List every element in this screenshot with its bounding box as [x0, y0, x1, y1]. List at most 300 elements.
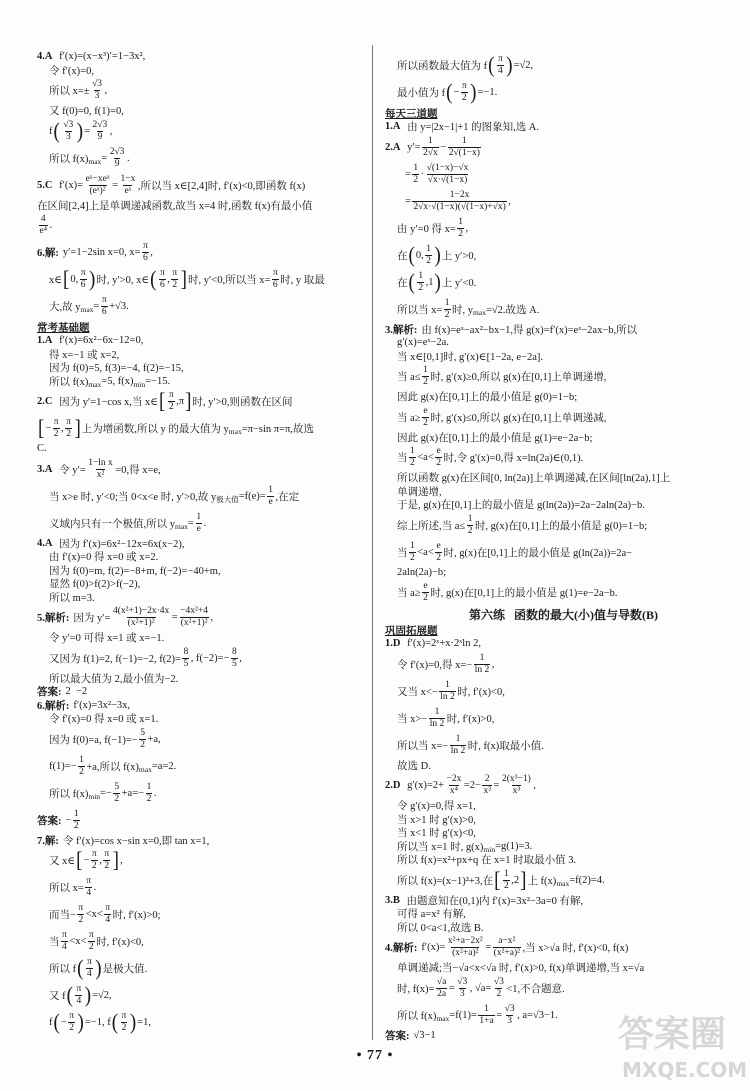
answer-line	[37, 712, 367, 726]
section-heading: 常考基础题	[37, 322, 90, 334]
subscript: max	[436, 1013, 450, 1023]
answer-line	[37, 564, 367, 578]
text-run: =	[171, 612, 178, 623]
bracket: )	[77, 1010, 84, 1035]
text-run: ,	[99, 855, 102, 866]
denominator: 2	[426, 255, 431, 266]
text-run: =√2,	[513, 60, 534, 71]
answer-line	[385, 269, 742, 296]
answer-line	[385, 134, 742, 161]
numerator: −4x²+4	[180, 606, 209, 616]
answer-line	[385, 363, 742, 390]
answer-line	[37, 442, 367, 456]
bracket: (	[53, 118, 60, 144]
text-run: 所以 x=±	[49, 86, 90, 97]
fraction	[87, 458, 114, 481]
numerator: π	[62, 930, 67, 940]
fraction	[435, 446, 442, 469]
text-run: 令 f′(x)=cos x−sin x=0,即 tan x=1,	[62, 835, 210, 847]
item-label: 2.C	[37, 396, 53, 407]
text-run: 0,	[70, 274, 79, 285]
denominator: 2	[503, 880, 509, 891]
answer-line	[385, 799, 742, 813]
fraction	[171, 268, 178, 291]
answer-line	[385, 934, 742, 961]
text-run: =	[405, 195, 411, 207]
item-label: 1.A	[37, 335, 53, 347]
numerator: 1	[467, 513, 473, 524]
text-run: 最小值为 f	[397, 88, 446, 99]
numerator: e	[423, 405, 428, 416]
denominator: ln 2	[429, 718, 445, 729]
text-run: 时, f(x)取最小值.	[467, 740, 544, 752]
text-run: −	[453, 87, 460, 98]
text-run: =−1, f	[84, 1017, 111, 1028]
item-label: 4.解析:	[385, 943, 418, 954]
numerator: −2x	[446, 774, 462, 784]
fraction	[412, 163, 419, 186]
numerator: 1	[458, 216, 464, 227]
text-run: 在	[397, 277, 408, 289]
numerator: 1	[196, 511, 202, 522]
denominator: x²	[96, 469, 105, 480]
text-run: 又当 x<−	[397, 686, 438, 698]
answer-line	[385, 296, 742, 323]
denominator: 2	[423, 593, 428, 603]
text-run: 所以 f(x)=(x−1)²+3,在	[397, 875, 494, 887]
answer-line	[385, 921, 742, 935]
bracket: )	[434, 242, 441, 268]
bracket: (	[488, 53, 495, 78]
text-run: 2 −2	[65, 686, 88, 698]
answer-line	[385, 350, 742, 364]
denominator: (x²+1)²	[127, 618, 155, 628]
fraction	[412, 190, 506, 213]
denominator: 2	[53, 429, 59, 439]
answer-line	[385, 853, 742, 867]
text-run: f′(x)=6x²−6x−12=0,	[56, 335, 144, 347]
numerator: π	[91, 849, 97, 859]
answer-line	[37, 550, 367, 564]
numerator: 1	[479, 652, 485, 663]
fraction	[103, 849, 110, 872]
numerator: π	[80, 268, 86, 278]
denominator: 3	[459, 988, 465, 999]
denominator: 4	[497, 66, 503, 76]
text-run: ,	[104, 85, 108, 96]
text-run: , √a=	[469, 982, 492, 994]
answer-line	[37, 537, 367, 551]
text-run: √3−1	[413, 1029, 436, 1041]
text-run: 当 x>e 时, y′<0;当 0<x<e 时, y′>0,故 y	[49, 491, 217, 503]
item-label: 答案:	[37, 815, 62, 827]
answer-line	[37, 672, 367, 686]
text-run: 是极大值.	[102, 964, 148, 975]
text-run: f′(x)=	[421, 942, 446, 953]
text-run: 因此 g(x)在[0,1]上的最小值是 g(1)=e−2a−b;	[397, 432, 593, 444]
page-number: • 77 •	[356, 1048, 394, 1063]
fraction	[409, 446, 416, 469]
fraction	[457, 217, 464, 240]
numerator: π	[78, 903, 84, 913]
section-heading: 每天三道题	[385, 108, 438, 120]
fraction	[429, 707, 446, 730]
text-run: =√2.故选 A.	[485, 304, 540, 316]
denominator: 2	[436, 458, 442, 468]
text-run: 上 y′<0.	[441, 277, 477, 289]
fraction	[121, 1011, 128, 1034]
bracket: [	[159, 389, 166, 414]
fraction	[77, 903, 84, 926]
bracket: (	[111, 1010, 119, 1035]
answer-line	[37, 874, 367, 901]
numerator: π	[121, 1011, 127, 1021]
text-run: 所以 f(x)	[49, 788, 89, 800]
denominator: 2	[461, 93, 467, 103]
bracket: [	[38, 416, 45, 441]
numerator: π	[88, 930, 94, 940]
fraction	[91, 849, 98, 872]
bracket: ]	[185, 389, 192, 414]
numerator: √3	[63, 119, 74, 130]
numerator: e	[423, 581, 428, 591]
bracket: [	[494, 867, 501, 893]
text-run: C.	[37, 443, 47, 455]
text-run: =	[405, 168, 411, 180]
text-run: 时, y	[452, 304, 474, 316]
text-run: ,	[61, 423, 64, 434]
answer-line	[385, 907, 742, 921]
text-run: 令 y′=0 可得 x=1 或 x=−1.	[49, 633, 165, 645]
answer-line	[385, 498, 742, 512]
bracket: ]	[180, 267, 187, 292]
denominator: 3	[507, 1015, 512, 1026]
numerator: √3	[493, 976, 504, 987]
text-run: =f(e)=	[238, 490, 266, 502]
numerator: e	[436, 446, 441, 456]
fraction	[112, 606, 170, 629]
text-run: f′(x)=2ˣ+x·2ˣln 2,	[404, 638, 481, 650]
text-run: −	[65, 814, 72, 826]
denominator: 5	[231, 658, 237, 669]
text-run: 所以 0<a<1,故选 B.	[397, 922, 484, 934]
numerator: 1	[484, 1003, 489, 1014]
text-run: 时, f′(x)>0;	[112, 910, 161, 921]
text-run: =√2,	[92, 990, 112, 1001]
subscript: max	[228, 427, 242, 436]
item-label: 答案:	[37, 687, 62, 699]
fraction	[450, 734, 467, 757]
answer-line	[385, 651, 742, 678]
answer-line	[37, 415, 367, 442]
numerator: 5	[140, 727, 145, 738]
answer-line	[385, 390, 742, 404]
section-heading-line	[385, 623, 742, 637]
numerator: π	[272, 268, 278, 278]
fraction	[456, 977, 468, 1000]
text-run: 而当−	[49, 910, 76, 921]
fraction	[422, 406, 429, 429]
text-run: 故选 D.	[397, 760, 431, 772]
numerator: π	[69, 1011, 75, 1021]
fraction	[503, 869, 510, 892]
fraction	[447, 936, 484, 959]
denominator: 2	[410, 552, 415, 563]
subscript: max	[556, 878, 570, 888]
text-run: 又 x∈	[49, 856, 76, 867]
text-run: 时, g′(x)≤0,所以 g(x)在[0,1]上单调递减,	[430, 412, 607, 424]
text-run: 当	[397, 453, 408, 464]
numerator: e	[436, 540, 441, 551]
numerator: a−x²	[498, 936, 516, 946]
text-run: 时, f(x)=	[397, 983, 435, 995]
fraction	[91, 79, 103, 102]
bracket: )	[84, 983, 92, 1008]
text-run: 因为 f(0)=5, f(3)=−4, f(2)=−15,	[49, 363, 184, 375]
numerator: 2(x³−1)	[501, 774, 531, 784]
answer-line	[37, 375, 367, 389]
watermark-logo: 答案圈	[618, 1014, 727, 1054]
denominator: √x·√(1−x)	[427, 174, 468, 185]
text-run: 0,	[415, 249, 424, 261]
denominator: 2	[467, 525, 473, 536]
fraction	[448, 136, 481, 159]
answer-line	[385, 975, 742, 1002]
answer-line	[37, 388, 367, 415]
subscript: max	[138, 764, 152, 774]
text-run: f	[49, 125, 53, 137]
bracket: )	[470, 80, 477, 105]
text-run: =0,得 x=e,	[115, 464, 161, 476]
answer-line	[37, 118, 367, 145]
text-run: ,	[109, 125, 113, 137]
item-label: 4.A	[37, 537, 53, 549]
fraction	[139, 728, 146, 751]
answer-line	[385, 826, 742, 840]
denominator: 2a	[437, 988, 447, 999]
denominator: (x²+a)²	[493, 948, 521, 958]
bracket: ]	[74, 416, 81, 441]
text-run: =5, f(x)	[101, 375, 134, 387]
fraction	[113, 782, 120, 805]
numerator: 1	[79, 754, 84, 765]
text-run: −	[83, 855, 90, 866]
answer-line	[385, 188, 742, 215]
answer-line	[37, 104, 367, 118]
text-run: ,2	[511, 874, 520, 886]
numerator: 1	[428, 135, 433, 146]
fraction	[422, 365, 429, 388]
text-run: 2aln(2a)−b;	[397, 566, 447, 578]
text-run: 由题意知在(0,1)内 f′(x)=3x²−3a=0 有解,	[403, 895, 584, 907]
item-label: 3.A	[37, 463, 53, 475]
numerator: 2√3	[92, 119, 108, 130]
text-run: =−1.	[477, 87, 498, 98]
text-run: =a=2.	[151, 760, 177, 772]
denominator: 2	[410, 458, 415, 468]
fraction	[73, 809, 80, 832]
text-run: 由 f(x)=eˣ−ax²−bx−1,得 g(x)=f′(x)=eˣ−2ax−b,所以	[421, 324, 638, 336]
answer-line	[37, 77, 367, 104]
denominator: 1+a	[479, 1015, 494, 1026]
text-run: 时, g′(x)≥0,所以 g(x)在[0,1]上单调递增,	[430, 372, 607, 383]
exercise-title: 第六练 函数的最大(小)值与导数(B)	[469, 608, 658, 622]
text-run: 所以 f	[49, 964, 77, 975]
numerator: π	[143, 241, 148, 251]
fraction	[142, 241, 149, 264]
text-run: −	[60, 1017, 67, 1028]
answer-line	[37, 753, 367, 780]
section-heading: 巩固拓展题	[385, 625, 438, 637]
fraction	[92, 120, 109, 143]
text-run: f	[49, 1017, 53, 1028]
text-run: 所以 f(x)	[397, 1010, 437, 1022]
text-run: <1,不合题意.	[506, 983, 565, 995]
text-run: <x<	[85, 909, 103, 920]
denominator: 2	[436, 552, 442, 563]
fraction	[101, 295, 108, 318]
denominator: (x²+1)²	[180, 618, 208, 628]
text-run: 令 f′(x)=0,	[49, 65, 94, 77]
bracket: )	[89, 267, 96, 292]
bracket: (	[66, 983, 73, 1008]
text-run: 又因为 f(1)=2, f(−1)=−2, f(2)=	[49, 653, 181, 665]
fraction	[425, 244, 432, 267]
section-heading-line	[385, 106, 742, 120]
text-run: .	[126, 152, 130, 164]
fraction	[85, 174, 111, 197]
fraction	[504, 1004, 516, 1027]
text-run: 所以 x=	[49, 883, 84, 894]
text-run: 所以当 x=	[397, 304, 443, 316]
bracket: )	[434, 269, 441, 295]
answer-line	[385, 894, 742, 908]
denominator: 2	[104, 861, 110, 871]
text-run: =	[187, 517, 194, 529]
text-run: 因为 f(0)=m, f(2)=−8+m, f(−2)=−40+m,	[49, 565, 221, 577]
denominator: 4	[76, 996, 82, 1006]
bracket: ]	[112, 848, 119, 873]
text-run: ,所以当 x∈[2,4]时, f′(x)<0,即函数 f(x)	[137, 180, 306, 192]
bracket: (	[53, 1010, 60, 1035]
item-label: 2.A	[385, 141, 401, 153]
section-heading-line	[37, 320, 367, 334]
fraction	[120, 174, 137, 197]
text-run: =−15.	[145, 375, 171, 387]
item-label: 4.A	[37, 51, 53, 63]
answer-line	[37, 834, 367, 848]
numerator: 1−ln x	[88, 457, 113, 468]
answer-line	[37, 199, 367, 213]
answer-line	[385, 579, 742, 606]
answer-line	[385, 539, 742, 566]
fraction	[426, 163, 470, 186]
answer-line	[37, 212, 367, 239]
text-run: 义域内只有一个极值,所以 y	[49, 518, 175, 530]
numerator: x²+a−2x²	[447, 936, 483, 946]
bracket: )	[95, 956, 102, 981]
answer-line	[37, 266, 367, 293]
fraction	[461, 81, 468, 104]
fraction	[272, 268, 279, 291]
text-run: 上为增函数,所以 y 的最大值为 y	[81, 424, 229, 435]
fraction	[65, 417, 72, 440]
answer-line	[37, 64, 367, 78]
item-label: 5.C	[37, 179, 53, 191]
numerator: 1	[444, 297, 450, 308]
answer-line	[385, 404, 742, 431]
numerator: √(1−x)−√x	[426, 162, 469, 173]
bracket: (	[446, 80, 453, 105]
fraction	[474, 653, 491, 676]
denominator: 2	[91, 861, 97, 871]
fraction	[159, 268, 166, 291]
text-run: 单调递增,	[397, 486, 442, 498]
text-run: 可得 a=x² 有解,	[397, 909, 466, 921]
answer-line	[37, 685, 367, 699]
fraction	[267, 485, 274, 508]
answer-line	[385, 52, 742, 79]
answer-line	[385, 678, 742, 705]
text-run: 时, f′(x)<0,	[96, 937, 144, 948]
answer-line	[385, 336, 742, 350]
fraction	[62, 120, 74, 143]
text-run: 因为 f(0)=a, f(−1)=−	[49, 734, 138, 746]
answer-line	[385, 431, 742, 445]
text-run: ,	[167, 274, 170, 285]
text-run: 所以 f(x)	[49, 153, 89, 165]
denominator: 2	[88, 942, 94, 952]
numerator: 1	[461, 135, 467, 146]
numerator: π	[53, 417, 59, 427]
text-run: ,	[239, 652, 242, 664]
text-run: 令 y′=	[56, 464, 86, 476]
numerator: 1	[410, 446, 415, 456]
answer-line	[385, 512, 742, 539]
text-run: 由 y′=0 得 x=	[397, 223, 456, 235]
numerator: 5	[114, 781, 120, 792]
text-run: 所以 f(x)	[49, 376, 89, 388]
answer-line	[37, 982, 367, 1009]
subscript: min	[88, 791, 101, 801]
text-run: 当	[49, 937, 60, 948]
subscript: max	[175, 521, 188, 531]
answer-line	[385, 705, 742, 732]
denominator: 2	[73, 820, 79, 831]
fraction	[444, 298, 451, 321]
denominator: 4	[86, 888, 92, 898]
item-label: 6.解析:	[37, 700, 70, 712]
text-run: +a,所以 f(x)	[86, 761, 139, 773]
text-run: 所以最大值为 2,最小值为−2.	[49, 673, 179, 685]
text-run: 大,故 y	[49, 302, 81, 313]
numerator: π	[86, 957, 92, 967]
answer-line	[385, 79, 742, 106]
item-label: 3.B	[385, 894, 400, 906]
item-label: 3.解析:	[385, 324, 418, 336]
denominator: x³	[512, 786, 521, 796]
fraction	[75, 984, 82, 1007]
text-run: 所以当 x=1 时, g(x)	[397, 841, 484, 853]
subscript: max	[88, 379, 102, 389]
fraction	[478, 1004, 494, 1027]
denominator: e⁴	[39, 226, 48, 236]
text-run: 所以当 x=−	[397, 740, 449, 752]
column-divider	[372, 45, 373, 1040]
text-run: 单调递减;当−√a<x<√a 时, f′(x)>0, f(x)单调递增,当 x=√a	[397, 963, 645, 975]
answer-line	[385, 161, 742, 188]
subscript: min	[483, 844, 496, 854]
